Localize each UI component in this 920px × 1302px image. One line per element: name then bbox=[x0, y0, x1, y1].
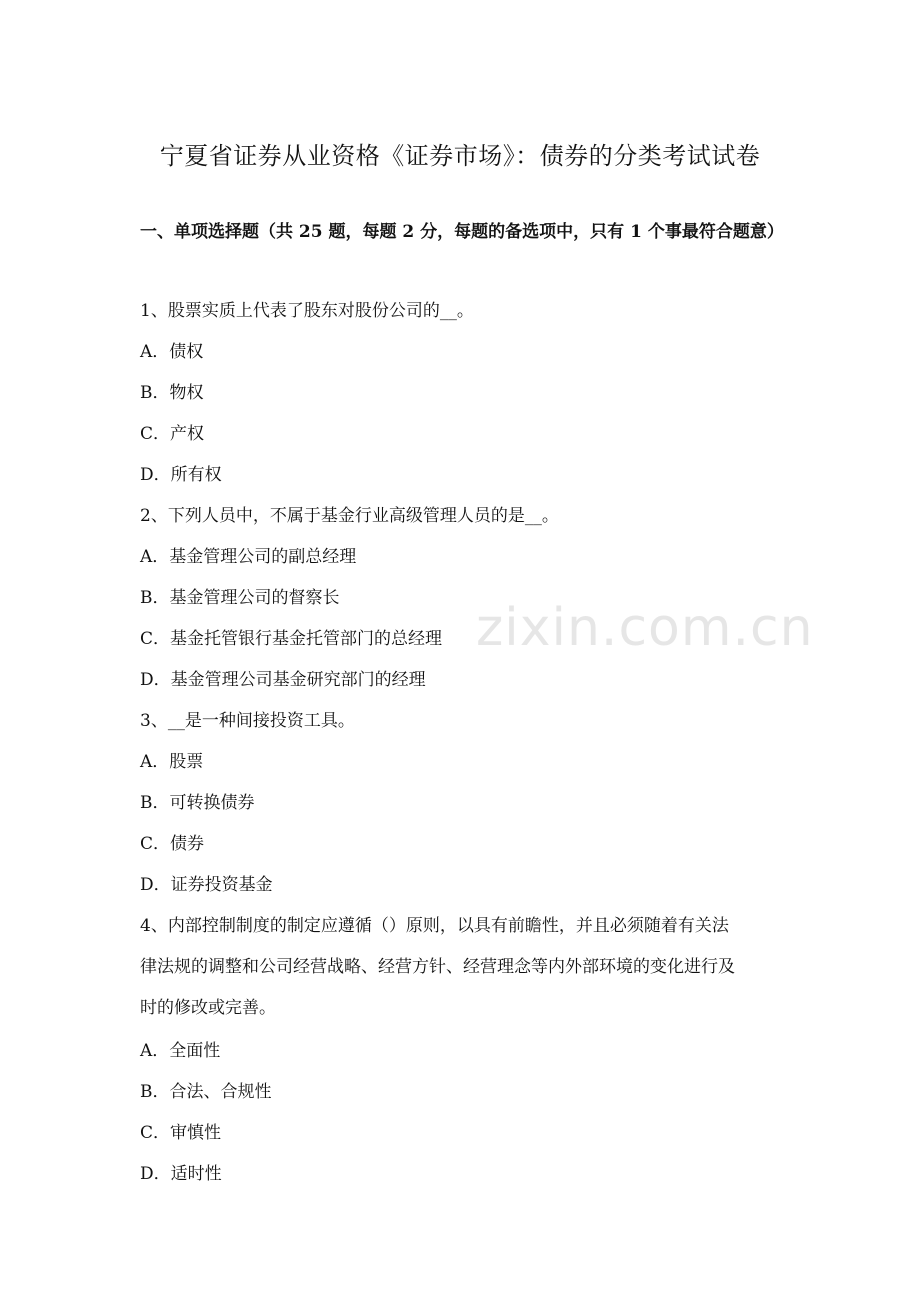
question-3-option-c: C．债券 bbox=[140, 834, 205, 854]
question-4-option-a: A．全面性 bbox=[140, 1041, 221, 1061]
question-4-option-c: C．审慎性 bbox=[140, 1123, 222, 1143]
question-2-stem: 2、下列人员中，不属于基金行业高级管理人员的是__。 bbox=[140, 506, 559, 526]
question-3-option-d: D．证券投资基金 bbox=[140, 875, 273, 895]
question-4-option-d: D．适时性 bbox=[140, 1164, 222, 1184]
question-3-stem: 3、__是一种间接投资工具。 bbox=[140, 711, 355, 731]
question-1-option-b: B．物权 bbox=[140, 383, 204, 403]
question-2-option-a: A．基金管理公司的副总经理 bbox=[140, 547, 357, 567]
question-4-stem-line-1: 4、内部控制制度的制定应遵循（）原则，以具有前瞻性，并且必须随着有关法 bbox=[140, 916, 729, 936]
question-1-option-c: C．产权 bbox=[140, 424, 205, 444]
question-2-option-d: D．基金管理公司基金研究部门的经理 bbox=[140, 670, 426, 690]
watermark-text: zixin.com.cn bbox=[476, 598, 814, 658]
question-4-stem-line-3: 时的修改或完善。 bbox=[140, 998, 276, 1018]
question-3-option-a: A．股票 bbox=[140, 752, 204, 772]
section-heading: 一、单项选择题（共 25 题，每题 2 分，每题的备选项中，只有 1 个事最符合题意） bbox=[140, 222, 784, 242]
document-title: 宁夏省证券从业资格《证券市场》：债券的分类考试试卷 bbox=[159, 142, 761, 170]
question-4-stem-line-2: 律法规的调整和公司经营战略、经营方针、经营理念等内外部环境的变化进行及 bbox=[140, 957, 735, 977]
question-4-option-b: B．合法、合规性 bbox=[140, 1082, 272, 1102]
question-3-option-b: B．可转换债券 bbox=[140, 793, 255, 813]
question-1-stem: 1、股票实质上代表了股东对股份公司的__。 bbox=[140, 301, 474, 321]
question-2-option-b: B．基金管理公司的督察长 bbox=[140, 588, 340, 608]
question-1-option-a: A．债权 bbox=[140, 342, 204, 362]
question-1-option-d: D．所有权 bbox=[140, 465, 222, 485]
question-2-option-c: C．基金托管银行基金托管部门的总经理 bbox=[140, 629, 443, 649]
